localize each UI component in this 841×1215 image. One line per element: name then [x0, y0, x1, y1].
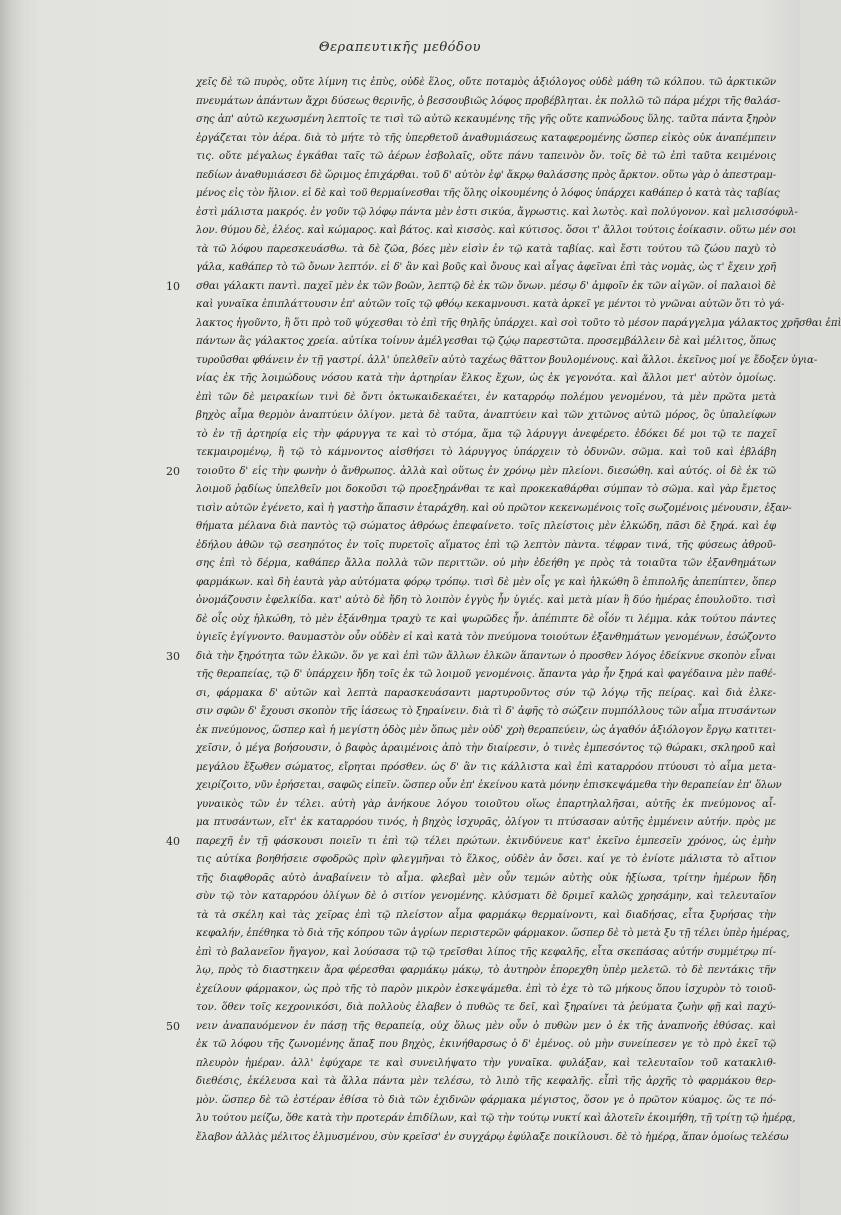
text-line: βηχὸς αἷμα θερμὸν ἀναπτύειν ὀλίγον. μετὰ δὲ ταῦτα, ἀναπτύειν καὶ τῶν χιτῶνος αὐτῶ μόρος, ὃς ὑπαλείφων	[196, 410, 776, 421]
text-line: λυ τούτου μείζω, ὅθε κατὰ τὴν προτεράν ἐπιδίλων, καὶ τῷ τὴν τούτῳ νυκτί καὶ ἀλοτεῖν ἐκοιμήθη, τῇ τρίτῃ τῷ ἡμέρᾳ,	[196, 1113, 796, 1124]
text-line: χεῖς δὲ τῶ πυρὸς, οὔτε λίμνη τις ἐπὺς, οὐδὲ ἕλος, οὔτε ποταμὸς ἀξιόλογος οὐδὲ μάθη τῶ κόλπου. τῶ ἀρκτικῶν	[196, 77, 776, 88]
text-line: χειρίζοιτο, νῦν ἐρήσεται, σαφῶς εἰπεῖν. ὥσπερ οὖν ἐπ' ἐκείνου κατὰ μόνην ἐπισκεψάμεθα τὴν θεραπείαν ἐπ' ὅλων	[196, 780, 782, 791]
margin-line-number: 20	[166, 464, 180, 478]
margin-line-number: 30	[166, 649, 180, 663]
text-line: διὰ τὴν ξηρότητα τῶν ἑλκῶν. ὅν γε καὶ ἐπὶ τῶν ἄλλων ἑλκῶν ἅπαντων ὁ προσθεν λόγος ἐδείκνυε σκοπὸν εἶναι	[196, 650, 776, 662]
text-line: τεκμαιρομένῳ, ἢ τῷ τὸ κάμνοντος αἰσθήσει τὸ λάρυγγος ὑπάρχειν τὸ ὀδυνῶν. σῶμα. καὶ τοῦ καὶ ἐβλάβη	[196, 447, 776, 458]
text-line: ἐπὶ τῶν δὲ μειρακίων τινὶ δὲ ὄντι ὀκτωκαιδεκαέτει, ἐν καταρρόῳ πολέμου γενομένου, τὰ μὲν πρῶτα μετὰ	[196, 391, 776, 403]
text-line: ἐκ τῶ λόφου τῆς ζωνομένης ἅπαξ που βηχὸς, ἐκινήθαρσως ὁ δ' ἐμένος. οὐ μὴν συνείπεσεν γε τὸ πρὸ ἐκεῖ τῷ	[196, 1039, 776, 1050]
text-line: σὺν τῷ τὸν καταρρόου ὀλίγων δὲ ὁ σιτίον γενομένης. κλύσματι δὲ δριμεῖ καλῶς χρησάμην, καὶ τελευταῖον	[196, 891, 776, 902]
text-line: τῆς διαφθορᾶς αὐτὸ ἀναβαίνειν τὸ αἷμα. φλεβαὶ μὲν οὖν τεμών αὐτὴς οὐκ ἠξίωσα, τρίτην ἡμέρων ἤδη	[196, 872, 776, 884]
text-line: τις αὐτίκα βοηθήσειε σφοδρῶς πρὶν φλεγμῆναι τὸ ἕλκος, οὐδὲν ἀν ὄσει. καί γε τὸ ἐνίοτε μάλιστα τὸ αἴτιον	[196, 854, 776, 865]
text-line: πάντων ἃς γάλακτος χρεία. αὐτίκα τοίνυν ἀμέλγεσθαι τῷ ζῴῳ παρεστῶτα. προσεμβάλλειν δὲ καὶ μέλιτος, ὅπως	[196, 336, 776, 347]
text-line: μα πτυσάντων, εἴτ' ἐκ καταρρόου τινός, ἡ βηχὸς ἰσχυρᾶς, ὀλίγον τι πτύσασαν αὐτῆς ἐμμένειν αὐτήν. πρὸς με	[196, 817, 776, 828]
text-line: σθαι γάλακτι παντὶ. παχεῖ μὲν ἐκ τῶν βοῶν, λεπτῷ δὲ ἐκ τῶν ὄνων. μέσῳ δ' ἀμφοῖν ἐκ τῶν αἰγῶν. οἱ παλαιοὶ δὲ	[196, 280, 776, 292]
text-line: λακτος ἡγοῦντο, ἢ ὅτι πρὸ τοῦ ψύχεσθαι τὸ ἐπὶ τῆς θηλῆς ὑπάρχει. καὶ σοὶ τοῦτο τὸ μέσον παράγγελμα γάλακτος χρῆσθαι ἐπὶ	[196, 317, 841, 329]
text-line: ἐχείλουν φάρμακον, ὡς πρὸ τῆς τὸ παρὸν μικρὸν ἐσκεψάμεθα. ἐπὶ τὸ ἐχε τὸ τῶ μήκους ὅπου ἰσχυρὸν τὸ τοιοῦ-	[196, 983, 776, 995]
text-line: λον. θύμου δὲ, ἐλέος. καὶ κώμαρος. καὶ βάτος. καὶ κισσὸς. καὶ κύτισος. ὅσοι τ' ἄλλοι τούτοις ἐοίκασιν. οὕτω μέν σοι	[196, 225, 797, 236]
text-line: νίας ἐκ τῆς λοιμώδους νόσου κατὰ τὴν ἀρτηρίαν ἕλκος ἔχων, ὡς ἐκ γεγονότα. καὶ ἄλλοι μετ' αὐτὸν ὁμοίως.	[196, 373, 776, 384]
text-line: παρεχῆ ἐν τῇ φάσκουσι ποιεῖν τι ἐπὶ τῷ τέλει πρώτων. ἐκινδύνευε κατ' ἐκεῖνο ἐμπεσεῖν χρόνος, ὡς ἐμὴν	[196, 835, 776, 847]
text-line: σης ἐπὶ τὸ δέρμα, καθάπερ ἄλλα πολλὰ τῶν περιττῶν. οὐ μὴν ἐδεήθη γε πρὸς τὰ τοιαῦτα τῶν ἐξανθημάτων	[196, 558, 776, 569]
text-line: διεθέσις, ἐκέλευσα καὶ τὰ ἄλλα πάντα μὲν τελέσω, τὸ λιπὸ τῆς κεφαλῆς. εἶπὶ τῆς ἀρχῆς τὸ φαρμάκου θερ-	[196, 1076, 776, 1087]
text-line: γάλα, καθάπερ τὸ τῶ ὄνων λεπτόν. εἰ δ' ἂν καὶ βοῦς καὶ ὄνους καὶ αἶγας ἀφεῖναι ἐπὶ τὰς νομὰς, ὡς τ' ἔχειν χρῆ	[196, 262, 776, 273]
text-line: κεφαλήν, ἐπέθηκα τὸ διὰ τῆς κόπρου τῶν ἀγρίων περιστερῶν φάρμακον. ὥσπερ δὲ τὸ μετὰ ξυ τῇ τέλει ὑπὲρ ἡμέρας,	[196, 928, 790, 939]
text-line: θήματα μέλανα διὰ παντὸς τῷ σώματος ἀθρόως ἐπεφαίνετο. τοῖς πλείστοις μὲν ἑλκώδη, πᾶσι δὲ ξηρά. καὶ ἐφ	[196, 521, 776, 532]
text-line: μὸν. ὥσπερ δὲ τῶ ἐστέραν ἐθίσα τὸ διὰ τῶν ἐχιδνῶν φάρμακα μέγιστος, ὅσον γε ὁ πρῶτον κύαμος. ὥς τε πό-	[196, 1094, 776, 1106]
text-line: τὰ τὰ σκέλη καὶ τὰς χεῖρας ἐπὶ τῷ πλείστον αἷμα φαρμάκῳ θερμαίνοντι, καὶ διαδήσας, εἶτα ξυρήσας τὴν	[196, 909, 776, 921]
text-line: τον. ὅθεν τοῖς κεχρονικόσι, διὰ πολλοὺς ἐλαβεν ὁ πυθῶς τε δεῖ, καὶ ξηραίνει τὰ ῥεύματα ζωὴν φῇ καὶ παχύ-	[196, 1002, 776, 1013]
text-line: τυροῦσθαι φθάνειν ἐν τῇ γαστρί. ἀλλ' ὑπελθεῖν αὐτὸ ταχέως θᾶττον βουλομένους. καὶ ἄλλοι. ἐκεῖνος μοί γε ἔδοξεν ὑγια-	[196, 354, 818, 366]
margin-line-number: 40	[166, 834, 180, 848]
text-line: ἐδήλου ἀθῶν τῷ σεσηπότος ἐν τοῖς πυρετοῖς αἵματος ἐπὶ τῷ λεπτὸν πὰντα. τέφραν τινά, τῆς φύσεως ἀθροῦ-	[196, 539, 776, 551]
text-line: ὑγιεῖς ἐγίγνοντο. θαυμαστὸν οὖν οὐδὲν εἰ καὶ κατὰ τὸν πνεύμονα τοιούτων ἐξανθημάτων γενομένων, ἐσώζοντο	[196, 632, 776, 643]
text-line: τις. οὔτε μέγαλως ἐγκάθαι ταῖς τῶ ἀέρων ἐσβολαῖς, οὔτε πάνυ ταπεινὸν ὄν. τοῖς δὲ τῶ ἐπὶ ταῦτα κειμένοις	[196, 151, 776, 162]
text-line: δὲ οἷς οὐχ ἡλκώθη, τὸ μὲν ἐξάνθημα τραχὺ τε καὶ ψωρῶδες ἦν. ἀπέπιπτε δὲ οἷόν τι λέμμα. κἀκ τούτου πάντες	[196, 613, 776, 625]
text-line: τὰ τῶ λόφου παρεσκευάσθω. τὰ δὲ ζῶα, βόες μὲν εἰσὶν ἐν τῷ κατὰ ταβίας. καὶ ἔστι τούτου τῶ ζώου παχὺ τὸ	[196, 243, 776, 255]
text-line: ἐργάζεται τὸν ἀέρα. διὰ τὸ μήτε τὸ τῆς ὑπερθετοῦ ἀναθυμιάσεως καταφερομένης ὥσπερ εἰκὸς οὐκ ἀναπέμπειν	[196, 132, 776, 144]
text-line: ἔλαβον ἀλλὰς μέλιτος ἐλμυσμένου, σὺν κρεῖσσ' ἐν συγχάρῳ ἐφύλαξε ποικίλουσι. δὲ τὸ ἡμέρᾳ, ἅπαν ὁμοίως τελέσω	[196, 1131, 789, 1143]
text-line: καὶ γυναῖκα ἐπιπλάττουσιν ἐπ' αὐτῶν τοῖς τῷ φθόῳ κεκαμνουσι. κατὰ ἀρκεῖ γε μέντοι τὸ γνῶναι αὐτῶν ὅτι τὸ γά-	[196, 299, 785, 310]
greek-text-body	[196, 74, 841, 1147]
text-line: πεδίων ἀναθυμιάσεσι δὲ ὥριμος ἐπιχάρθαι. τοῦ δ' αὐτὸν ἐφ' ἄκρῳ θαλάσσης πρὸς ἄρκτον. οὕτω γὰρ ὁ ἀπεστραμ-	[196, 169, 776, 181]
text-line: πλευρὸν ἡμέραν. ἀλλ' ἐφύχαρε τε καὶ συνειλήψατο τὴν γυναῖκα. φυλάξαν, καὶ τελευταῖον τοῦ κατακλιθ-	[196, 1057, 776, 1069]
text-line: σης ἀπ' αὐτῶ κεχωσμένη λεπτοῖς τε τισὶ τῶ αὐτῶ κεκαυμένης τῆς γῆς οὔτε καπνώδους ὕλης. ταῦτα πάντα ξηρὸν	[196, 114, 776, 125]
text-line: τοιοῦτο δ' εἰς τὴν φωνὴν ὁ ἄνθρωπος. ἀλλὰ καὶ οὕτως ἐν χρόνῳ μὲν πλείονι. διεσώθη. καὶ αὐτός. οἱ δὲ ἐκ τῶ	[196, 465, 776, 477]
text-line: πνευμάτων ἀπάντων ἄχρι δύσεως θερινῆς, ὁ βεσσουβιῶς λόφος προβέβληται. ἐκ πολλῶ τῶ πάρα μέχρι τῆς θαλάσ-	[196, 95, 781, 107]
text-line: γυναικὸς τῶν ἐν τέλει. αὐτὴ γὰρ ἀνήκουε λόγου τοιοῦτου οἵως ἐπαρτηλαλῆσαι, αὐτῆς ἐκ πνεύμονος αἷ-	[196, 798, 776, 810]
text-line: φαρμάκων. καὶ δὴ ἑαυτὰ γὰρ αὐτόματα φόρῳ τρόπῳ. τισὶ δὲ μὲν οἷς γε καὶ ἡλκώθη ὃ ἐπιπολῆς ἀπεπίπτεν, ὅπερ	[196, 576, 776, 588]
text-line: μεγάλου ἔξωθεν σώματος, εἴρηται πρόσθεν. ὡς δ' ἂν τις κάλλιστα καὶ ἐπὶ καταρρόου πτύουσι τὸ αἷμα μετα-	[196, 761, 776, 773]
text-line: ἐστὶ μάλιστα μακρός. ἐν γοῦν τῷ λόφῳ πάντα μὲν ἐστι σικύα, ἄγρωστις. καὶ λωτὸς. καὶ πολύγονον. καὶ μελισσόφυλ-	[196, 206, 798, 218]
text-line: τισὶν αὐτῶν ἐγένετο, καὶ ἡ γαστὴρ ἅπασιν ἐταράχθη. καὶ οὐ πρῶτον κεκενωμένοις τοῖς σωζομένοις μένουσιν, ἐξαν-	[196, 502, 792, 514]
text-line: νειν ἀναπαυόμενον ἐν πάσῃ τῆς θεραπείᾳ, οὐχ ὅλως μὲν οὖν ὁ πυθὼν μεν ὁ ἐκ τῆς ἀναπνοῆς ἐθύσας. καὶ	[196, 1020, 776, 1032]
text-line: τῆς θεραπείας, τῷ δ' ὑπάρχειν ἤδη τοῖς ἐκ τῶ λοιμοῦ γενομένοις. ἅπαντα γὰρ ἦν ξηρά καὶ φαγέδαινα μὲν παθέ-	[196, 669, 776, 680]
page-binding-edge	[0, 0, 26, 1215]
margin-line-number: 50	[166, 1019, 180, 1033]
page-header-title: Θεραπευτικῆς μεθόδου	[318, 40, 482, 55]
margin-line-number: 10	[166, 279, 180, 293]
text-line: ὀνομάζουσιν ἐφελκίδα. κατ' αὐτὸ δὲ ἤδη τὸ λοιπὸν ἐγγὺς ἦν ὑγιές. καὶ μετὰ μίαν ἢ δύο ἡμέρας ἐπουλοῦτο. τισὶ	[196, 595, 776, 606]
text-line: τὸ ἐν τῇ ἀρτηρίᾳ εἰς τὴν φάρυγγα τε καὶ τὸ στόμα, ἅμα τῷ λάρυγγι ἀνεφέρετο. ἐδόκει δέ μοι τῷ τε παχεῖ	[196, 428, 776, 440]
text-line: ἐπὶ τὸ βαλανεῖον ἤγαγον, καὶ λούσασα τῷ τῷ τρεῖσθαι λίπος τῆς κεφαλῆς, εἶτα σκεπάσας αὐτήν συμμέτρῳ πί-	[196, 946, 776, 958]
text-line: μένος εἰς τὸν ἥλιον. εἰ δὲ καὶ τοῦ θερμαίνεσθαι τῆς ὅλης οἰκουμένης ὁ λόφος ὑπάρχει καθάπερ ὁ κατὰ τὰς ταβίας	[196, 188, 780, 199]
text-line: λῳ, πρὸς τὸ διαστηκειν ἄρα φέρεσθαι φαρμάκῳ μάκῳ, τὸ ἀυτηρὸν ἐπορεχθη ὑπὲρ μελετῶ. τὸ δὲ πεντάκις τῆν	[196, 965, 776, 976]
text-line: σι, φάρμακα δ' αὐτῶν καὶ λεπτὰ παρασκευάσαντι μαρτυροῦντος σύν τῷ λόγῳ τῆς πείρας. καὶ διὰ ἑλκε-	[196, 687, 776, 699]
text-line: λοιμοῦ ῥᾳδίως ὑπελθεῖν μοι δοκοῦσι τῷ προεξηράνθαι τε καὶ προκεκαθάρθαι σύμπαν τὸ σῶμα. καὶ γὰρ ἔμετος	[196, 484, 776, 495]
text-line: ἐκ πνεύμονος, ὥσπερ καὶ ἡ μεγίστη ὁδὸς μὲν ὅπως μὲν οὐδ' χρὴ θεραπεύειν, ὡς ἀγαθόν ἀξιόλογον ἔργῳ κατιτει-	[196, 724, 776, 736]
text-line: χεῖσιν, ὁ μέγα βοήσουσιν, ὁ βαφὸς ἀραιμένοις ἀπὸ τὴν διαίρεσιν, ὁ τινὲς ἐμπεσόντος τῷ θώρακι, σκληροῦ καὶ	[196, 743, 776, 754]
text-line: σιν σφῶν δ' ἔχουσι σκοπὸν τῆς ἰάσεως τὸ ξηραίνειν. διὰ τὶ δ' ἀφῆς τὸ σώζειν πυμπόλλους τῶν αἷμα πτυσάντων	[196, 706, 776, 717]
